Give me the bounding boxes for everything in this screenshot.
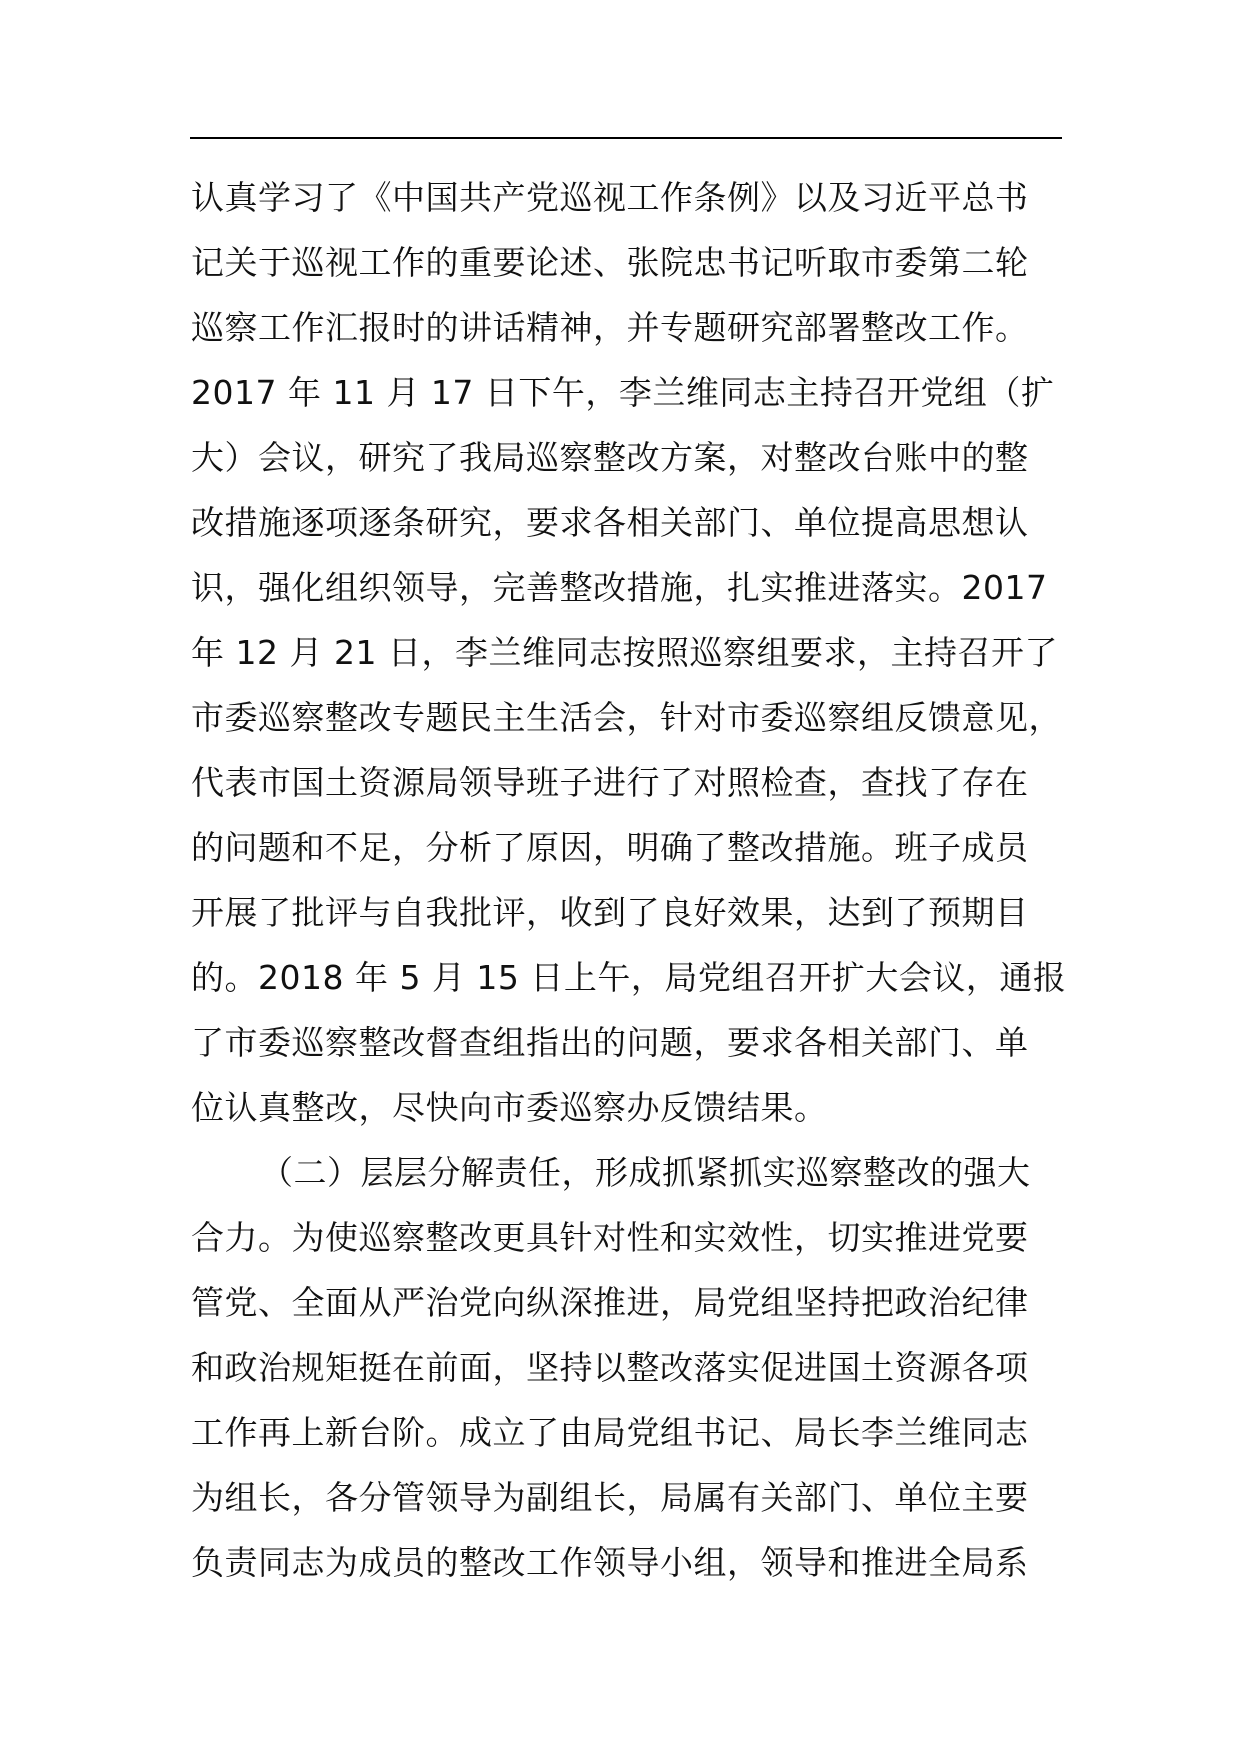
text-line: 2017 年 11 月 17 日下午，李兰维同志主持召开党组（扩 xyxy=(191,373,1055,412)
text-line: 的问题和不足，分析了原因，明确了整改措施。班子成员 xyxy=(191,828,1029,867)
text-line: 工作再上新台阶。成立了由局党组书记、局长李兰维同志 xyxy=(191,1413,1029,1452)
text-line: 位认真整改，尽快向市委巡察办反馈结果。 xyxy=(191,1088,828,1127)
text-line: 管党、全面从严治党向纵深推进，局党组坚持把政治纪律 xyxy=(191,1283,1029,1322)
section-heading-line: （二）层层分解责任，形成抓紧抓实巡察整改的强大 xyxy=(260,1153,1031,1192)
text-line: 代表市国土资源局领导班子进行了对照检查，查找了存在 xyxy=(191,763,1029,802)
text-line: 开展了批评与自我批评，收到了良好效果，达到了预期目 xyxy=(191,893,1029,932)
text-line: 市委巡察整改专题民主生活会，针对市委巡察组反馈意见， xyxy=(191,698,1062,737)
text-line: 的。2018 年 5 月 15 日上午，局党组召开扩大会议，通报 xyxy=(191,958,1067,997)
text-line: 记关于巡视工作的重要论述、张院忠书记听取市委第二轮 xyxy=(191,243,1029,282)
text-line: 为组长，各分管领导为副组长，局属有关部门、单位主要 xyxy=(191,1478,1029,1517)
text-line: 年 12 月 21 日，李兰维同志按照巡察组要求，主持召开了 xyxy=(191,633,1058,672)
text-line: 巡察工作汇报时的讲话精神，并专题研究部署整改工作。 xyxy=(191,308,1029,347)
text-line: 认真学习了《中国共产党巡视工作条例》以及习近平总书 xyxy=(191,178,1029,217)
text-line: 负责同志为成员的整改工作领导小组，领导和推进全局系 xyxy=(191,1543,1029,1582)
header-rule xyxy=(190,137,1062,139)
text-line: 合力。为使巡察整改更具针对性和实效性，切实推进党要 xyxy=(191,1218,1029,1257)
text-line: 大）会议，研究了我局巡察整改方案，对整改台账中的整 xyxy=(191,438,1029,477)
body-text xyxy=(191,165,1071,1595)
text-line: 和政治规矩挺在前面，坚持以整改落实促进国土资源各项 xyxy=(191,1348,1029,1387)
text-line: 识，强化组织领导，完善整改措施，扎实推进落实。2017 xyxy=(191,568,1048,607)
text-line: 改措施逐项逐条研究，要求各相关部门、单位提高思想认 xyxy=(191,503,1029,542)
text-line: 了市委巡察整改督查组指出的问题，要求各相关部门、单 xyxy=(191,1023,1029,1062)
